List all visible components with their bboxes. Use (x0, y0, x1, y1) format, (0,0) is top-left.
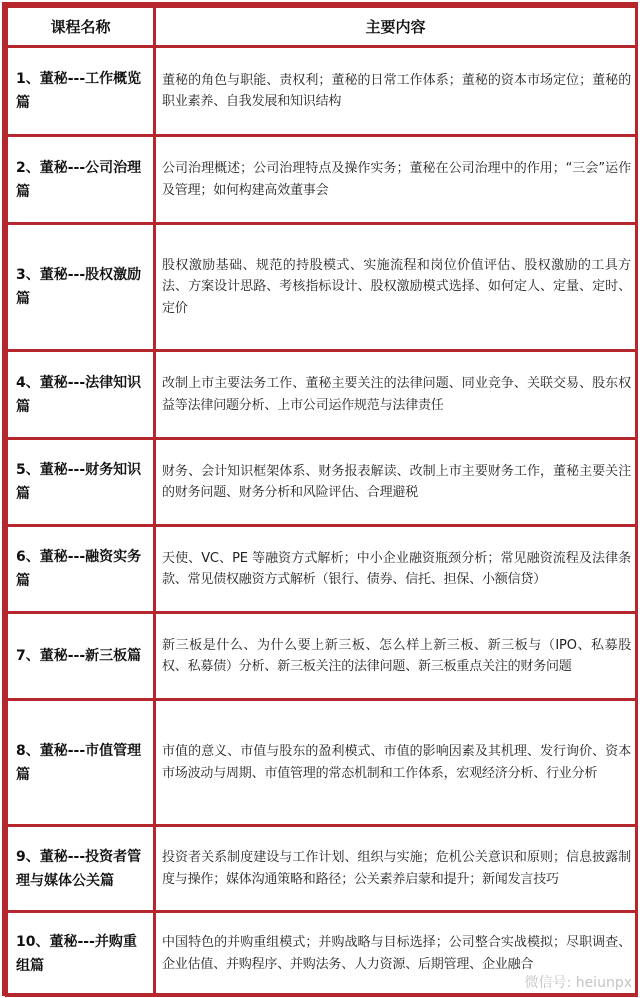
course-name-cell: 1、董秘---工作概览篇 (7, 47, 155, 136)
table-row (7, 136, 637, 224)
table-row (7, 224, 637, 351)
course-table (5, 5, 638, 997)
course-content-cell: 天使、VC、PE 等融资方式解析；中小企业融资瓶颈分析；常见融资流程及法律条款、常见债权融资方式解析（银行、债券、信托、担保、小额信贷） (155, 526, 637, 613)
table-row (7, 912, 637, 996)
course-content-cell: 改制上市主要法务工作、董秘主要关注的法律问题、同业竞争、关联交易、股东权益等法律问题分析、上市公司运作规范与法律责任 (155, 351, 637, 439)
course-content-cell: 中国特色的并购重组模式；并购战略与目标选择；公司整合实战模拟；尽职调查、企业估值、并购程序、并购法务、人力资源、后期管理、企业融合 (155, 912, 637, 996)
table-row (7, 826, 637, 912)
course-name-cell: 5、董秘---财务知识篇 (7, 439, 155, 526)
course-name-cell: 9、董秘---投资者管理与媒体公关篇 (7, 826, 155, 912)
course-name-cell: 6、董秘---融资实务篇 (7, 526, 155, 613)
header-main-content: 主要内容 (155, 7, 637, 47)
course-content-cell: 财务、会计知识框架体系、财务报表解读、改制上市主要财务工作，董秘主要关注的财务问题、财务分析和风险评估、合理避税 (155, 439, 637, 526)
header-course-name: 课程名称 (7, 7, 155, 47)
course-content-cell: 市值的意义、市值与股东的盈利模式、市值的影响因素及其机理、发行询价、资本市场波动与周期、市值管理的常态机制和工作体系，宏观经济分析、行业分析 (155, 700, 637, 826)
table-row (7, 700, 637, 826)
table-row (7, 439, 637, 526)
course-content-cell: 股权激励基础、规范的持股模式、实施流程和岗位价值评估、股权激励的工具方法、方案设计思路、考核指标设计、股权激励模式选择、如何定人、定量、定时、定价 (155, 224, 637, 351)
course-content-cell: 公司治理概述；公司治理特点及操作实务；董秘在公司治理中的作用；“三会”运作及管理；如何构建高效董事会 (155, 136, 637, 224)
table-row (7, 613, 637, 700)
wechat-watermark: 微信号: heiunpx (524, 975, 632, 991)
course-table-frame (2, 2, 638, 996)
course-name-cell: 2、董秘---公司治理篇 (7, 136, 155, 224)
course-name-cell: 10、董秘---并购重组篇 (7, 912, 155, 996)
course-content-cell: 投资者关系制度建设与工作计划、组织与实施；危机公关意识和原则；信息披露制度与操作；媒体沟通策略和路径；公关素养启蒙和提升；新闻发言技巧 (155, 826, 637, 912)
table-row (7, 47, 637, 136)
course-name-cell: 3、董秘---股权激励篇 (7, 224, 155, 351)
course-content-cell: 董秘的角色与职能、责权利；董秘的日常工作体系；董秘的资本市场定位；董秘的职业素养、自我发展和知识结构 (155, 47, 637, 136)
table-header-row (7, 7, 637, 47)
course-content-cell: 新三板是什么、为什么要上新三板、怎么样上新三板、新三板与（IPO、私募股权、私募债）分析、新三板关注的法律问题、新三板重点关注的财务问题 (155, 613, 637, 700)
table-row (7, 526, 637, 613)
course-name-cell: 4、董秘---法律知识篇 (7, 351, 155, 439)
course-name-cell: 8、董秘---市值管理篇 (7, 700, 155, 826)
table-row (7, 351, 637, 439)
course-name-cell: 7、董秘---新三板篇 (7, 613, 155, 700)
